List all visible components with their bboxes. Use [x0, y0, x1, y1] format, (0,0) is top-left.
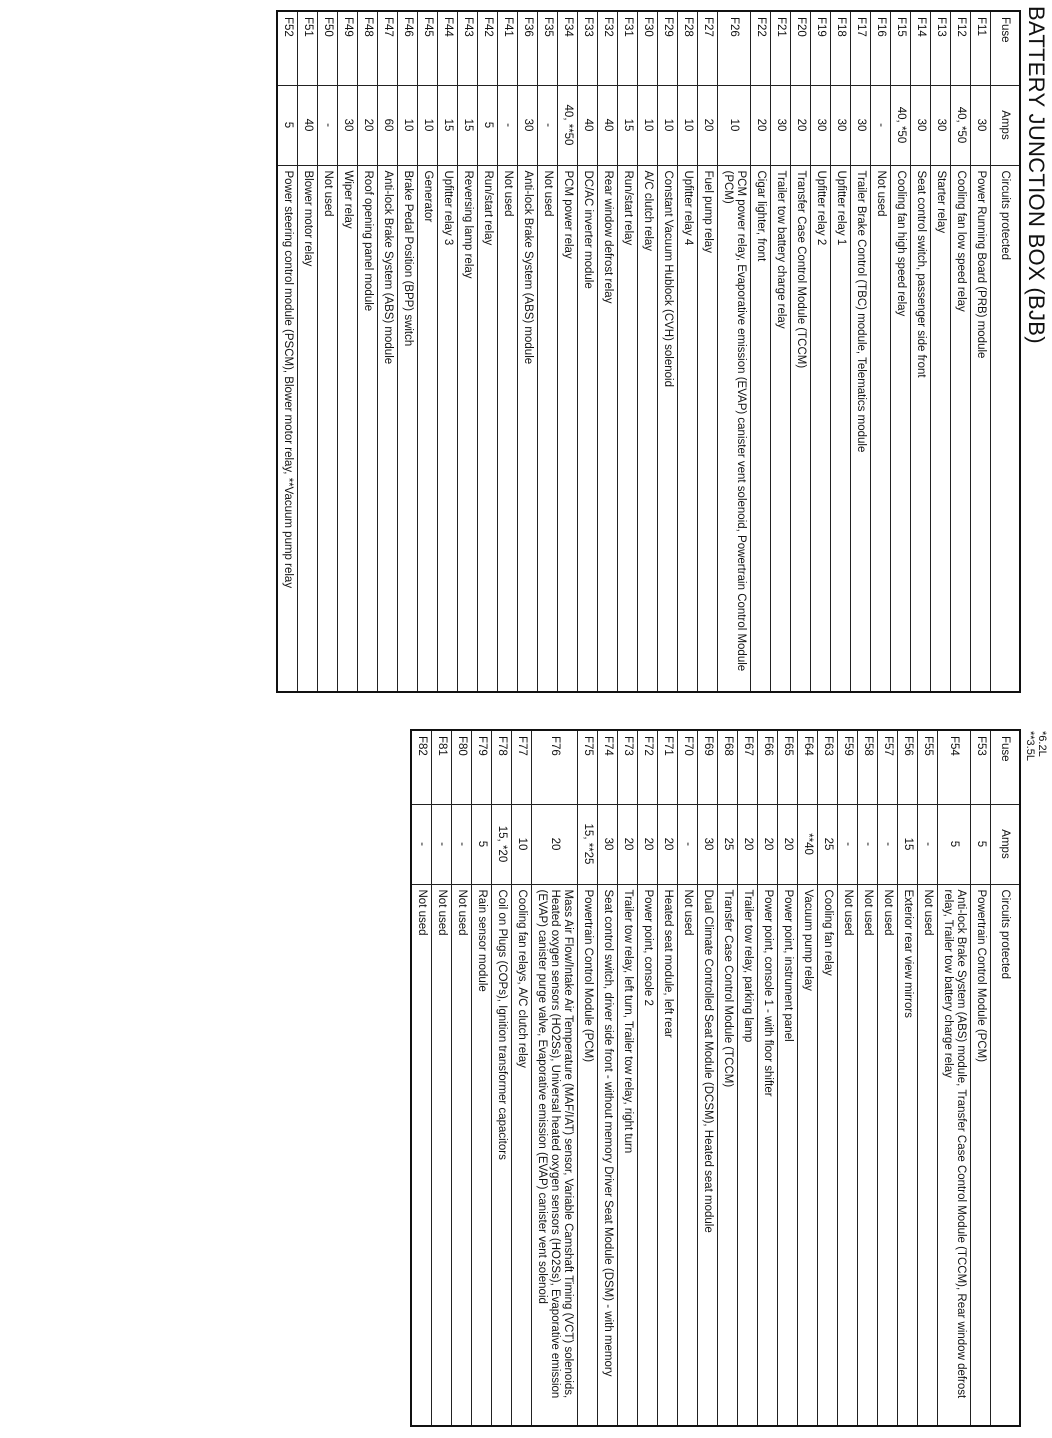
- amps-cell: 30: [811, 85, 831, 165]
- table-row: [898, 730, 918, 1426]
- fuse-cell: F44: [438, 11, 458, 85]
- circuit-cell: Not used: [918, 884, 938, 1426]
- fuse-cell: F43: [458, 11, 478, 85]
- amps-cell: -: [318, 85, 338, 165]
- table-row: [458, 11, 478, 692]
- amps-cell: -: [432, 804, 452, 884]
- fuse-cell: F48: [358, 11, 378, 85]
- page-title: BATTERY JUNCTION BOX (BJB): [1024, 6, 1049, 344]
- circuit-cell: Wiper relay: [338, 165, 358, 692]
- table-row: [838, 730, 858, 1426]
- circuit-cell: Rain sensor module: [472, 884, 492, 1426]
- amps-cell: 10: [512, 804, 532, 884]
- amps-cell: 20: [751, 85, 771, 165]
- table-row: [418, 11, 438, 692]
- amps-cell: 30: [971, 85, 991, 165]
- circuit-cell: Upfitter relay 1: [831, 165, 851, 692]
- fuse-cell: F76: [532, 730, 578, 804]
- circuit-cell: DC/AC inverter module: [578, 165, 598, 692]
- amps-cell: -: [858, 804, 878, 884]
- amps-cell: 30: [518, 85, 538, 165]
- table-row: [598, 730, 618, 1426]
- table-row: [891, 11, 911, 692]
- amps-cell: 25: [818, 804, 838, 884]
- fuse-cell: F34: [558, 11, 578, 85]
- table-row: [718, 730, 738, 1426]
- fuse-cell: F52: [277, 11, 298, 85]
- circuit-cell: Not used: [411, 884, 432, 1426]
- amps-cell: 10: [658, 85, 678, 165]
- circuit-cell: Cigar lighter, front: [751, 165, 771, 692]
- amps-cell: 30: [851, 85, 871, 165]
- fuse-cell: F11: [971, 11, 991, 85]
- fuse-cell: F31: [618, 11, 638, 85]
- circuit-cell: Power point, console 2: [638, 884, 658, 1426]
- fuse-cell: F81: [432, 730, 452, 804]
- fuse-table-1: [276, 10, 1021, 693]
- circuit-cell: Power point, instrument panel: [778, 884, 798, 1426]
- table-row: [791, 11, 811, 692]
- table-row: [918, 730, 938, 1426]
- table-row: [758, 730, 778, 1426]
- amps-cell: 40: [298, 85, 318, 165]
- circuit-cell: Exterior rear view mirrors: [898, 884, 918, 1426]
- fuse-cell: F80: [452, 730, 472, 804]
- table-row: [638, 730, 658, 1426]
- table-row: [878, 730, 898, 1426]
- amps-cell: 15: [898, 804, 918, 884]
- circuit-cell: Anti-lock Brake System (ABS) module: [378, 165, 398, 692]
- fuse-cell: F30: [638, 11, 658, 85]
- circuit-cell: Seat control switch, passenger side front: [911, 165, 931, 692]
- amps-cell: 5: [472, 804, 492, 884]
- circuits-header: Circuits protected: [991, 165, 1021, 692]
- circuit-cell: Dual Climate Controlled Seat Module (DCSM), Heated seat module: [698, 884, 718, 1426]
- fuse-cell: F14: [911, 11, 931, 85]
- fuse-table-2: [410, 729, 1021, 1427]
- amps-cell: 20: [658, 804, 678, 884]
- table-row: [638, 11, 658, 692]
- circuit-cell: Not used: [878, 884, 898, 1426]
- fuse-cell: F16: [871, 11, 891, 85]
- amps-cell: 5: [478, 85, 498, 165]
- table-row: [751, 11, 771, 692]
- fuse-cell: F17: [851, 11, 871, 85]
- circuit-cell: Cooling fan high speed relay: [891, 165, 911, 692]
- circuit-cell: Transfer Case Control Module (TCCM): [791, 165, 811, 692]
- circuit-cell: Brake Pedal Position (BPP) switch: [398, 165, 418, 692]
- amps-cell: -: [538, 85, 558, 165]
- circuits-header: Circuits protected: [991, 884, 1021, 1426]
- amps-cell: 30: [911, 85, 931, 165]
- table-row: [558, 11, 578, 692]
- amps-cell: 40: [578, 85, 598, 165]
- circuit-cell: Run/start relay: [618, 165, 638, 692]
- table-row: [618, 11, 638, 692]
- table-row: [411, 730, 432, 1426]
- fuse-cell: F36: [518, 11, 538, 85]
- table-row: [698, 11, 718, 692]
- amps-cell: 30: [771, 85, 791, 165]
- circuit-cell: Upfitter relay 3: [438, 165, 458, 692]
- amps-cell: 30: [698, 804, 718, 884]
- fuse-cell: F18: [831, 11, 851, 85]
- circuit-cell: Reversing lamp relay: [458, 165, 478, 692]
- amps-cell: 15: [618, 85, 638, 165]
- circuit-cell: Fuel pump relay: [698, 165, 718, 692]
- table-row: [698, 730, 718, 1426]
- circuit-cell: Starter relay: [931, 165, 951, 692]
- amps-cell: -: [878, 804, 898, 884]
- amps-cell: 40, *50: [951, 85, 971, 165]
- amps-cell: 10: [398, 85, 418, 165]
- amps-cell: -: [871, 85, 891, 165]
- amps-cell: 20: [618, 804, 638, 884]
- footnote-6-2l: *6.2L: [1036, 731, 1048, 757]
- table-row: [532, 730, 578, 1426]
- table-row: [911, 11, 931, 692]
- fuse-cell: F71: [658, 730, 678, 804]
- circuit-cell: Not used: [858, 884, 878, 1426]
- fuse-cell: F53: [971, 730, 991, 804]
- fuse-cell: F79: [472, 730, 492, 804]
- circuit-cell: PCM power relay, Evaporative emission (EVAP) canister vent solenoid, Powertrain Control Module (PCM): [718, 165, 751, 692]
- circuit-cell: Transfer Case Control Module (TCCM): [718, 884, 738, 1426]
- circuit-cell: Not used: [432, 884, 452, 1426]
- fuse-cell: F26: [718, 11, 751, 85]
- table-row: [931, 11, 951, 692]
- amps-cell: 25: [718, 804, 738, 884]
- fuse-cell: F35: [538, 11, 558, 85]
- fuse-cell: F29: [658, 11, 678, 85]
- table-row: [318, 11, 338, 692]
- circuit-cell: Cooling fan low speed relay: [951, 165, 971, 692]
- circuit-cell: Blower motor relay: [298, 165, 318, 692]
- circuit-cell: Not used: [318, 165, 338, 692]
- fuse-cell: F74: [598, 730, 618, 804]
- circuit-cell: Seat control switch, driver side front - without memory Driver Seat Module (DSM) - with memory: [598, 884, 618, 1426]
- amps-cell: 40: [598, 85, 618, 165]
- table-row: [971, 730, 991, 1426]
- fuse-cell: F69: [698, 730, 718, 804]
- fuse-cell: F41: [498, 11, 518, 85]
- circuit-cell: Power point, console 1 - with floor shifter: [758, 884, 778, 1426]
- amps-header: Amps: [991, 85, 1021, 165]
- circuit-cell: Trailer tow relay, parking lamp: [738, 884, 758, 1426]
- amps-cell: 20: [738, 804, 758, 884]
- fuse-cell: F20: [791, 11, 811, 85]
- table-header-row: [991, 730, 1021, 1426]
- fuse-cell: F46: [398, 11, 418, 85]
- amps-cell: 30: [338, 85, 358, 165]
- amps-cell: 10: [678, 85, 698, 165]
- table-row: [938, 730, 971, 1426]
- fuse-cell: F12: [951, 11, 971, 85]
- fuse-cell: F72: [638, 730, 658, 804]
- table-header-row: [991, 11, 1021, 692]
- fuse-cell: F49: [338, 11, 358, 85]
- circuit-cell: Power steering control module (PSCM), Blower motor relay, **Vacuum pump relay: [277, 165, 298, 692]
- fuse-cell: F22: [751, 11, 771, 85]
- circuit-cell: Not used: [871, 165, 891, 692]
- table-row: [492, 730, 512, 1426]
- circuit-cell: Not used: [838, 884, 858, 1426]
- table-row: [578, 730, 598, 1426]
- fuse-header: Fuse: [991, 730, 1021, 804]
- fuse-cell: F77: [512, 730, 532, 804]
- table-row: [358, 11, 378, 692]
- table-row: [598, 11, 618, 692]
- fuse-cell: F45: [418, 11, 438, 85]
- circuit-cell: Not used: [678, 884, 698, 1426]
- amps-cell: 20: [532, 804, 578, 884]
- fuse-cell: F21: [771, 11, 791, 85]
- circuit-cell: Not used: [498, 165, 518, 692]
- table-row: [658, 730, 678, 1426]
- fuse-cell: F27: [698, 11, 718, 85]
- fuse-cell: F78: [492, 730, 512, 804]
- table-row: [718, 11, 751, 692]
- amps-cell: 60: [378, 85, 398, 165]
- table-row: [498, 11, 518, 692]
- circuit-cell: A/C clutch relay: [638, 165, 658, 692]
- fuse-cell: F54: [938, 730, 971, 804]
- fuse-cell: F73: [618, 730, 638, 804]
- circuit-cell: Not used: [538, 165, 558, 692]
- table-row: [851, 11, 871, 692]
- table-row: [438, 11, 458, 692]
- fuse-cell: F66: [758, 730, 778, 804]
- table-row: [478, 11, 498, 692]
- table-row: [538, 11, 558, 692]
- circuit-cell: PCM power relay: [558, 165, 578, 692]
- circuit-cell: Anti-lock Brake System (ABS) module, Transfer Case Control Module (TCCM), Rear window defrost relay, Trailer tow battery charge relay: [938, 884, 971, 1426]
- table-row: [518, 11, 538, 692]
- circuit-cell: Roof opening panel module: [358, 165, 378, 692]
- table-row: [432, 730, 452, 1426]
- amps-cell: 15, *20: [492, 804, 512, 884]
- circuit-cell: Rear window defrost relay: [598, 165, 618, 692]
- footnote-3-5l: **3.5L: [1024, 731, 1036, 761]
- circuit-cell: Constant Vacuum Hublock (CVH) solenoid: [658, 165, 678, 692]
- circuit-cell: Upfitter relay 4: [678, 165, 698, 692]
- fuse-cell: F70: [678, 730, 698, 804]
- amps-cell: **40: [798, 804, 818, 884]
- fuse-cell: F68: [718, 730, 738, 804]
- table-row: [338, 11, 358, 692]
- fuse-cell: F82: [411, 730, 432, 804]
- table-row: [618, 730, 638, 1426]
- table-row: [678, 11, 698, 692]
- amps-cell: 10: [418, 85, 438, 165]
- circuit-cell: Heated seat module, left rear: [658, 884, 678, 1426]
- fuse-cell: F32: [598, 11, 618, 85]
- amps-cell: 10: [718, 85, 751, 165]
- amps-cell: 20: [758, 804, 778, 884]
- fuse-cell: F58: [858, 730, 878, 804]
- fuse-header: Fuse: [991, 11, 1021, 85]
- table-row: [858, 730, 878, 1426]
- circuit-cell: Trailer tow battery charge relay: [771, 165, 791, 692]
- table-row: [818, 730, 838, 1426]
- table-row: [871, 11, 891, 692]
- amps-cell: 30: [598, 804, 618, 884]
- fuse-cell: F50: [318, 11, 338, 85]
- fuse-cell: F33: [578, 11, 598, 85]
- circuit-cell: Anti-lock Brake System (ABS) module: [518, 165, 538, 692]
- fuse-cell: F57: [878, 730, 898, 804]
- amps-cell: -: [918, 804, 938, 884]
- circuit-cell: Generator: [418, 165, 438, 692]
- fuse-cell: F47: [378, 11, 398, 85]
- amps-cell: 30: [931, 85, 951, 165]
- amps-cell: 15: [438, 85, 458, 165]
- amps-cell: 40, **50: [558, 85, 578, 165]
- circuit-cell: Vacuum pump relay: [798, 884, 818, 1426]
- amps-cell: 20: [358, 85, 378, 165]
- fuse-cell: F15: [891, 11, 911, 85]
- table-row: [831, 11, 851, 692]
- table-row: [771, 11, 791, 692]
- table-row: [678, 730, 698, 1426]
- circuit-cell: Trailer tow relay, left turn, Trailer tow relay, right turn: [618, 884, 638, 1426]
- circuit-cell: Run/start relay: [478, 165, 498, 692]
- table-row: [277, 11, 298, 692]
- circuit-cell: Powertrain Control Module (PCM): [578, 884, 598, 1426]
- table-row: [578, 11, 598, 692]
- table-row: [452, 730, 472, 1426]
- circuit-cell: Powertrain Control Module (PCM): [971, 884, 991, 1426]
- table-row: [811, 11, 831, 692]
- table-row: [398, 11, 418, 692]
- fuse-cell: F19: [811, 11, 831, 85]
- fuse-cell: F28: [678, 11, 698, 85]
- amps-cell: 15: [458, 85, 478, 165]
- fuse-cell: F65: [778, 730, 798, 804]
- table-row: [971, 11, 991, 692]
- amps-cell: -: [838, 804, 858, 884]
- amps-header: Amps: [991, 804, 1021, 884]
- amps-cell: -: [452, 804, 472, 884]
- fuse-cell: F42: [478, 11, 498, 85]
- circuit-cell: Cooling fan relay: [818, 884, 838, 1426]
- fuse-cell: F64: [798, 730, 818, 804]
- table-row: [298, 11, 318, 692]
- amps-cell: -: [678, 804, 698, 884]
- table-row: [738, 730, 758, 1426]
- table-row: [798, 730, 818, 1426]
- amps-cell: 30: [831, 85, 851, 165]
- table-row: [512, 730, 532, 1426]
- amps-cell: 20: [778, 804, 798, 884]
- fuse-cell: F55: [918, 730, 938, 804]
- amps-cell: 5: [277, 85, 298, 165]
- table-row: [378, 11, 398, 692]
- amps-cell: -: [411, 804, 432, 884]
- amps-cell: 5: [971, 804, 991, 884]
- circuit-cell: Not used: [452, 884, 472, 1426]
- circuit-cell: Coil on Plugs (COPs), Ignition transformer capacitors: [492, 884, 512, 1426]
- fuse-cell: F59: [838, 730, 858, 804]
- amps-cell: -: [498, 85, 518, 165]
- fuse-cell: F63: [818, 730, 838, 804]
- circuit-cell: Cooling fan relays, A/C clutch relay: [512, 884, 532, 1426]
- fuse-cell: F67: [738, 730, 758, 804]
- amps-cell: 20: [791, 85, 811, 165]
- circuit-cell: Trailer Brake Control (TBC) module, Telematics module: [851, 165, 871, 692]
- amps-cell: 15, **25: [578, 804, 598, 884]
- circuit-cell: Power Running Board (PRB) module: [971, 165, 991, 692]
- fuse-cell: F13: [931, 11, 951, 85]
- fuse-cell: F51: [298, 11, 318, 85]
- amps-cell: 5: [938, 804, 971, 884]
- table-row: [472, 730, 492, 1426]
- fuse-cell: F75: [578, 730, 598, 804]
- amps-cell: 40, *50: [891, 85, 911, 165]
- amps-cell: 20: [638, 804, 658, 884]
- fuse-cell: F56: [898, 730, 918, 804]
- amps-cell: 10: [638, 85, 658, 165]
- table-row: [951, 11, 971, 692]
- circuit-cell: Mass Air Flow/Intake Air Temperature (MAF/IAT) sensor, Variable Camshaft Timing (VCT) solenoids, Heated oxygen sensors (HO2Ss), Universal heated oxygen sensors (HO2Ss), Evaporative emission (EVAP) canister purge valve, Evaporative emission (EVAP) canister vent solenoid: [532, 884, 578, 1426]
- circuit-cell: Upfitter relay 2: [811, 165, 831, 692]
- table-row: [778, 730, 798, 1426]
- amps-cell: 20: [698, 85, 718, 165]
- table-row: [658, 11, 678, 692]
